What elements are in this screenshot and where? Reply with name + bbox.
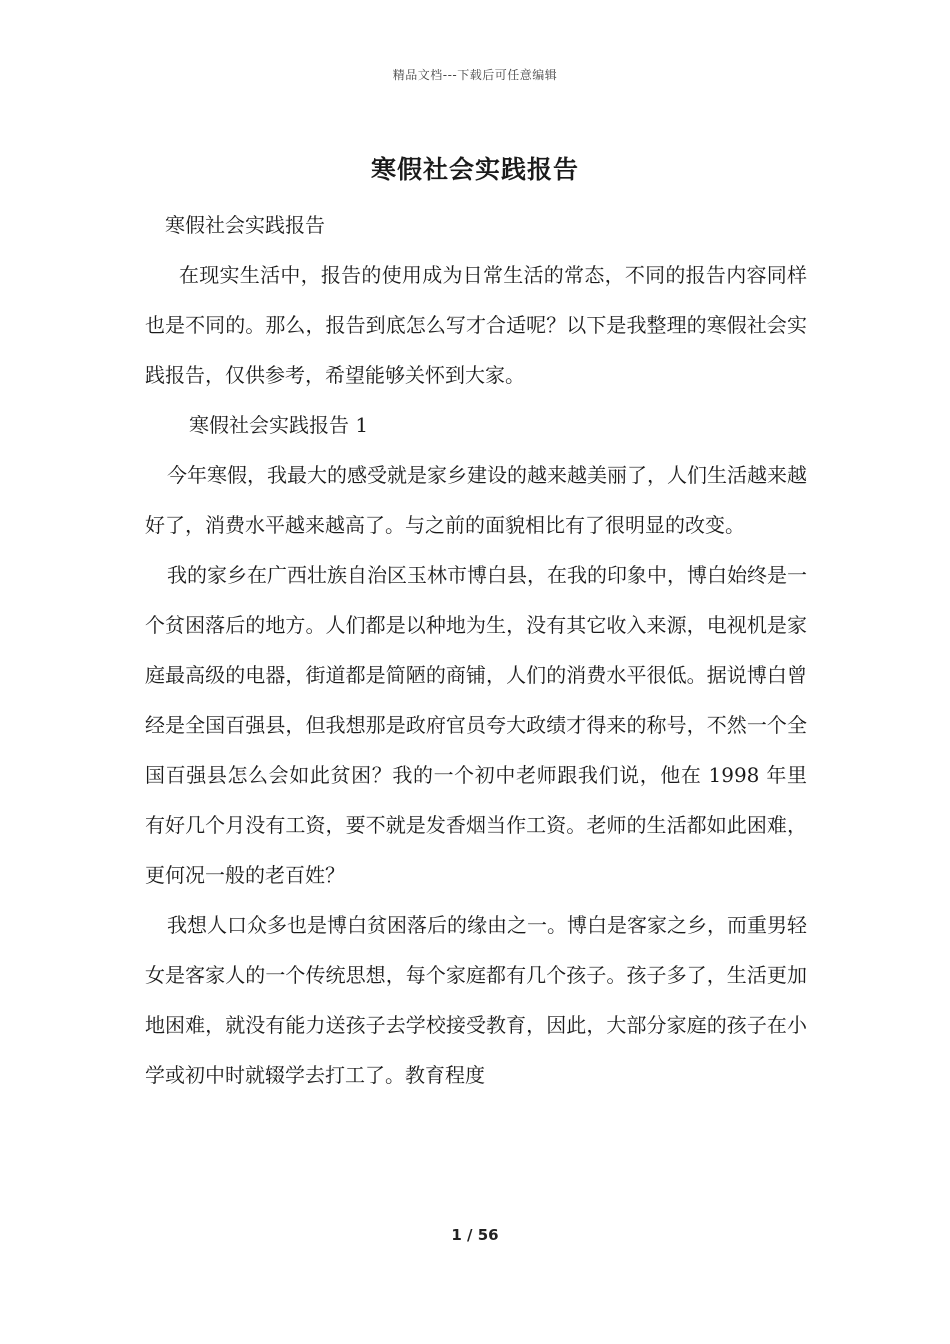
section-heading: 寒假社会实践报告 1	[189, 413, 369, 437]
body-paragraph: 我想人口众多也是博白贫困落后的缘由之一。博白是客家之乡，而重男轻女是客家人的一个传统思想，每个家庭都有几个孩子。孩子多了，生活更加地困难，就没有能力送孩子去学校接受教育，因此，大部分家庭的孩子在小学或初中时就辍学去打工了。教育程度	[145, 913, 807, 1087]
document-subtitle: 寒假社会实践报告	[165, 213, 325, 237]
page-header: 精品文档---下载后可任意编辑	[392, 68, 558, 82]
intro-paragraph: 在现实生活中，报告的使用成为日常生活的常态，不同的报告内容同样也是不同的。那么，报告到底怎么写才合适呢？以下是我整理的寒假社会实践报告，仅供参考，希望能够关怀到大家。	[145, 263, 807, 387]
body-paragraph: 今年寒假，我最大的感受就是家乡建设的越来越美丽了，人们生活越来越好了，消费水平越来越高了。与之前的面貌相比有了很明显的改变。	[145, 463, 807, 537]
document-title: 寒假社会实践报告	[370, 155, 579, 184]
body-paragraph: 我的家乡在广西壮族自治区玉林市博白县，在我的印象中，博白始终是一个贫困落后的地方。人们都是以种地为生，没有其它收入来源，电视机是家庭最高级的电器，街道都是简陋的商铺，人们的消费水平很低。据说博白曾经是全国百强县，但我想那是政府官员夸大政绩才得来的称号，不然一个全国百强县怎么会如此贫困？我的一个初中老师跟我们说，他在 1998 年里有好几个月没有工资，要不就是发香烟当作工资。老师的生活都如此困难，更何况一般的老百姓？	[145, 563, 807, 887]
document-body	[145, 200, 807, 1100]
page-number: 1 / 56	[451, 1226, 499, 1244]
